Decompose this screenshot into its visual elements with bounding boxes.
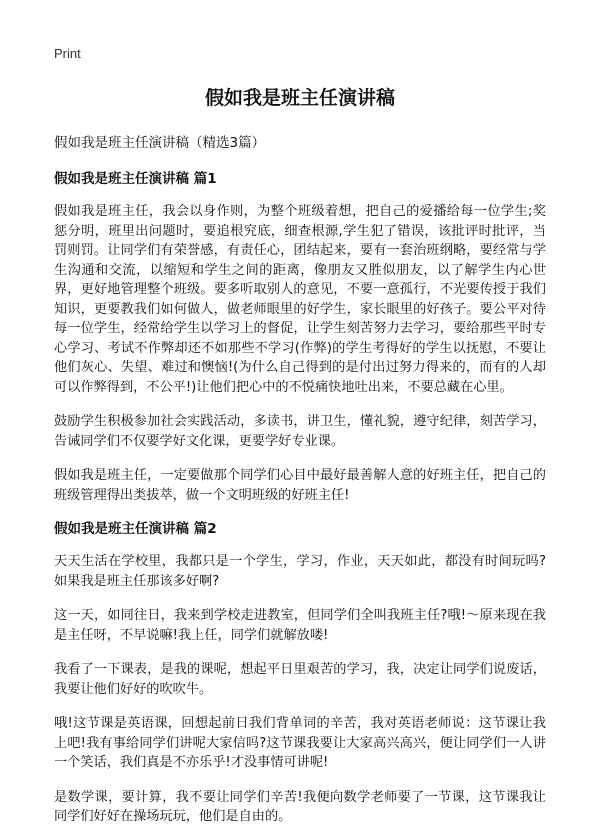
paragraph: 是数学课，要计算，我不要让同学们辛苦!我便向数学老师要了一节课，这节课我让同学们好好在操场玩玩，他们是自由的。: [54, 789, 546, 824]
paragraph: 天天生活在学校里，我都只是一个学生，学习，作业，天天如此，都没有时间玩吗?如果我是班主任那该多好啊?: [54, 554, 546, 589]
page-title: 假如我是班主任演讲稿: [204, 87, 395, 109]
document-subtitle: 假如我是班主任演讲稿（精选3篇）: [54, 135, 266, 151]
paragraph: 哦!这节课是英语课，回想起前日我们背单词的辛苦，我对英语老师说：这节课让我上吧!我有事给同学们讲呢大家信吗?这节课我要让大家高兴高兴，便让同学们一人讲一个笑话，我们真是不亦乐乎!才没事情可讲呢!: [54, 716, 546, 770]
paragraph: 我看了一下课表，是我的课呢，想起平日里艰苦的学习，我，决定让同学们说废话，我要让他们好好的吹吹牛。: [54, 662, 546, 697]
section-2: [54, 520, 546, 827]
paragraph: 这一天，如同往日，我来到学校走进教室，但同学们全叫我班主任?哦!～原来现在我是主任呀，不早说嘛!我上任，同学们就解放喽!: [54, 608, 546, 643]
paragraph: 假如我是班主任，我会以身作则，为整个班级着想，把自己的爱播给每一位学生;奖惩分明，班里出问题时，要追根究底，细查根源,学生犯了错误，该批评时批评，当罚则罚。让同学们有荣誉感，有责任心，团结起来，要有一套治班纲略，要经常与学生沟通和交流，以缩短和学生之间的距离，像朋友又胜似朋友，以了解学生内心世界，更好地管理整个班级。要多听取别人的意见，不要一意孤行，不光要传授于我们知识，更要教我们如何做人，做老师眼里的好学生，家长眼里的好孩子。要公平对待每一位学生，经常给学生以学习上的督促，让学生刻苦努力去学习，要给那些平时专心学习、考试不作弊却还不如那些不学习(作弊)的学生考得好的学生以抚慰，不要让他们灰心、失望、难过和懊恼!(为什么自己得到的是付出过努力得来的，而有的人却可以作弊得到，不公平!)让他们把心中的不悦痛快地吐出来，不要总藏在心里。: [54, 204, 546, 395]
section-1: [54, 170, 546, 505]
section-heading: 假如我是班主任演讲稿 篇2: [54, 521, 217, 537]
paragraph: 假如我是班主任，一定要做那个同学们心目中最好最善解人意的好班主任，把自己的班级管理得出类拔萃，做一个文明班级的好班主任!: [54, 468, 546, 503]
print-link[interactable]: Print: [54, 46, 81, 61]
section-heading: 假如我是班主任演讲稿 篇1: [54, 171, 217, 187]
paragraph: 鼓励学生积极参加社会实践活动，多读书，讲卫生，懂礼貌，遵守纪律，刻苦学习，告诫同学们不仅要学好文化课，更要学好专业课。: [54, 414, 546, 449]
